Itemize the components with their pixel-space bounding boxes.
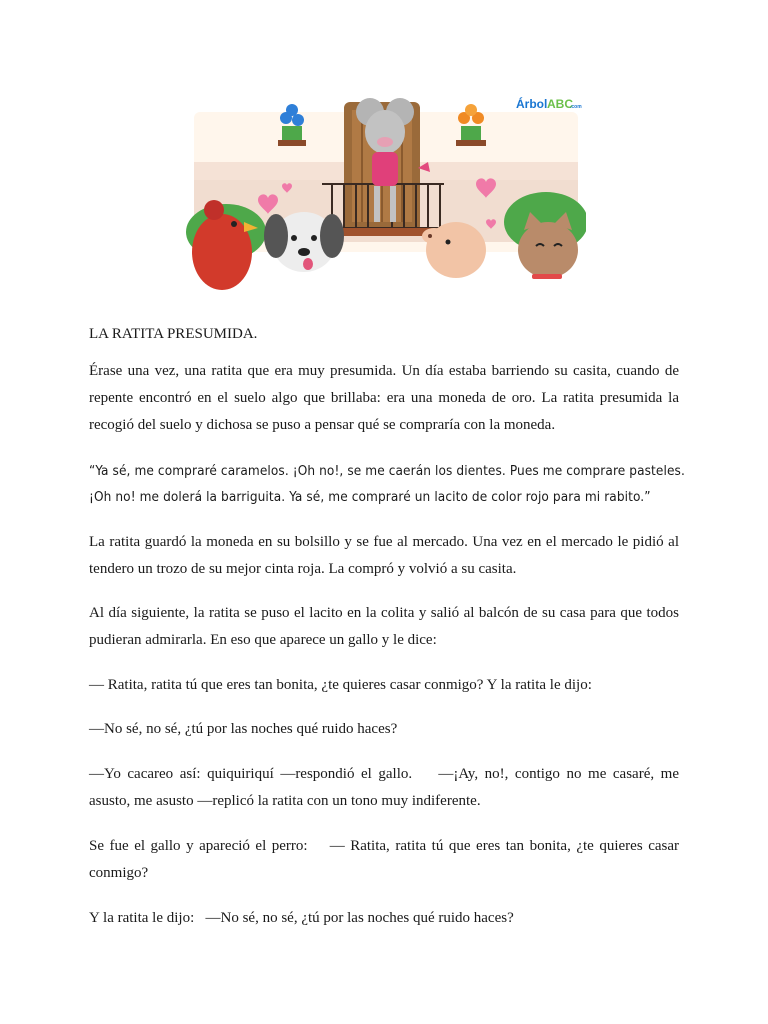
cat-character	[518, 212, 578, 279]
logo-suffix: .com	[570, 104, 582, 110]
paragraph-5: — Ratita, ratita tú que eres tan bonita, ¿te quieres casar conmigo? Y la ratita le dijo:	[89, 677, 592, 693]
quote-line-2: ¡Oh no! me dolerá la barriguita. Ya sé, me compraré un lacito de color rojo para mi rabito.”	[89, 489, 651, 505]
logo-word: Árbol	[516, 97, 548, 111]
page-title: LA RATITA PRESUMIDA.	[89, 326, 258, 342]
arbolabc-logo	[516, 96, 582, 111]
paragraph-7: —Yo cacareo así: quiquiriquí —respondió el gallo. —¡Ay, no!, contigo no me casaré, me asusto, me asusto —replicó la ratita con un tono muy indiferente.	[89, 766, 683, 809]
paragraph-3: La ratita guardó la moneda en su bolsillo y se fue al mercado. Una vez en el mercado le pidió al tendero un trozo de su mejor cinta roja. La compró y volvió a su casita.	[89, 534, 679, 577]
logo-abc: ABC	[547, 97, 573, 111]
paragraph-9: Y la ratita le dijo: —No sé, no sé, ¿tú por las noches qué ruido haces?	[89, 910, 514, 926]
story-illustration	[186, 92, 586, 292]
quote-line-1: “Ya sé, me compraré caramelos. ¡Oh no!, se me caerán los dientes. Pues me comprare pasteles.	[89, 463, 685, 479]
paragraph-4: Al día siguiente, la ratita se puso el lacito en la colita y salió al balcón de su casa para que todos pudieran admirarla. En eso que aparece un gallo y le dice:	[89, 605, 679, 648]
paragraph-1: Érase una vez, una ratita que era muy presumida. Un día estaba barriendo su casita, cuando de repente encontró en el suelo algo que brillaba: era una moneda de oro. La ratita presumida la recogió del suelo y dichosa se puso a pensar qué se compraría con la moneda.	[89, 363, 679, 433]
paragraph-6: —No sé, no sé, ¿tú por las noches qué ruido haces?	[89, 721, 398, 737]
paragraph-8: Se fue el gallo y apareció el perro: — Ratita, ratita tú que eres tan bonita, ¿te quieres casar conmigo?	[89, 838, 683, 881]
